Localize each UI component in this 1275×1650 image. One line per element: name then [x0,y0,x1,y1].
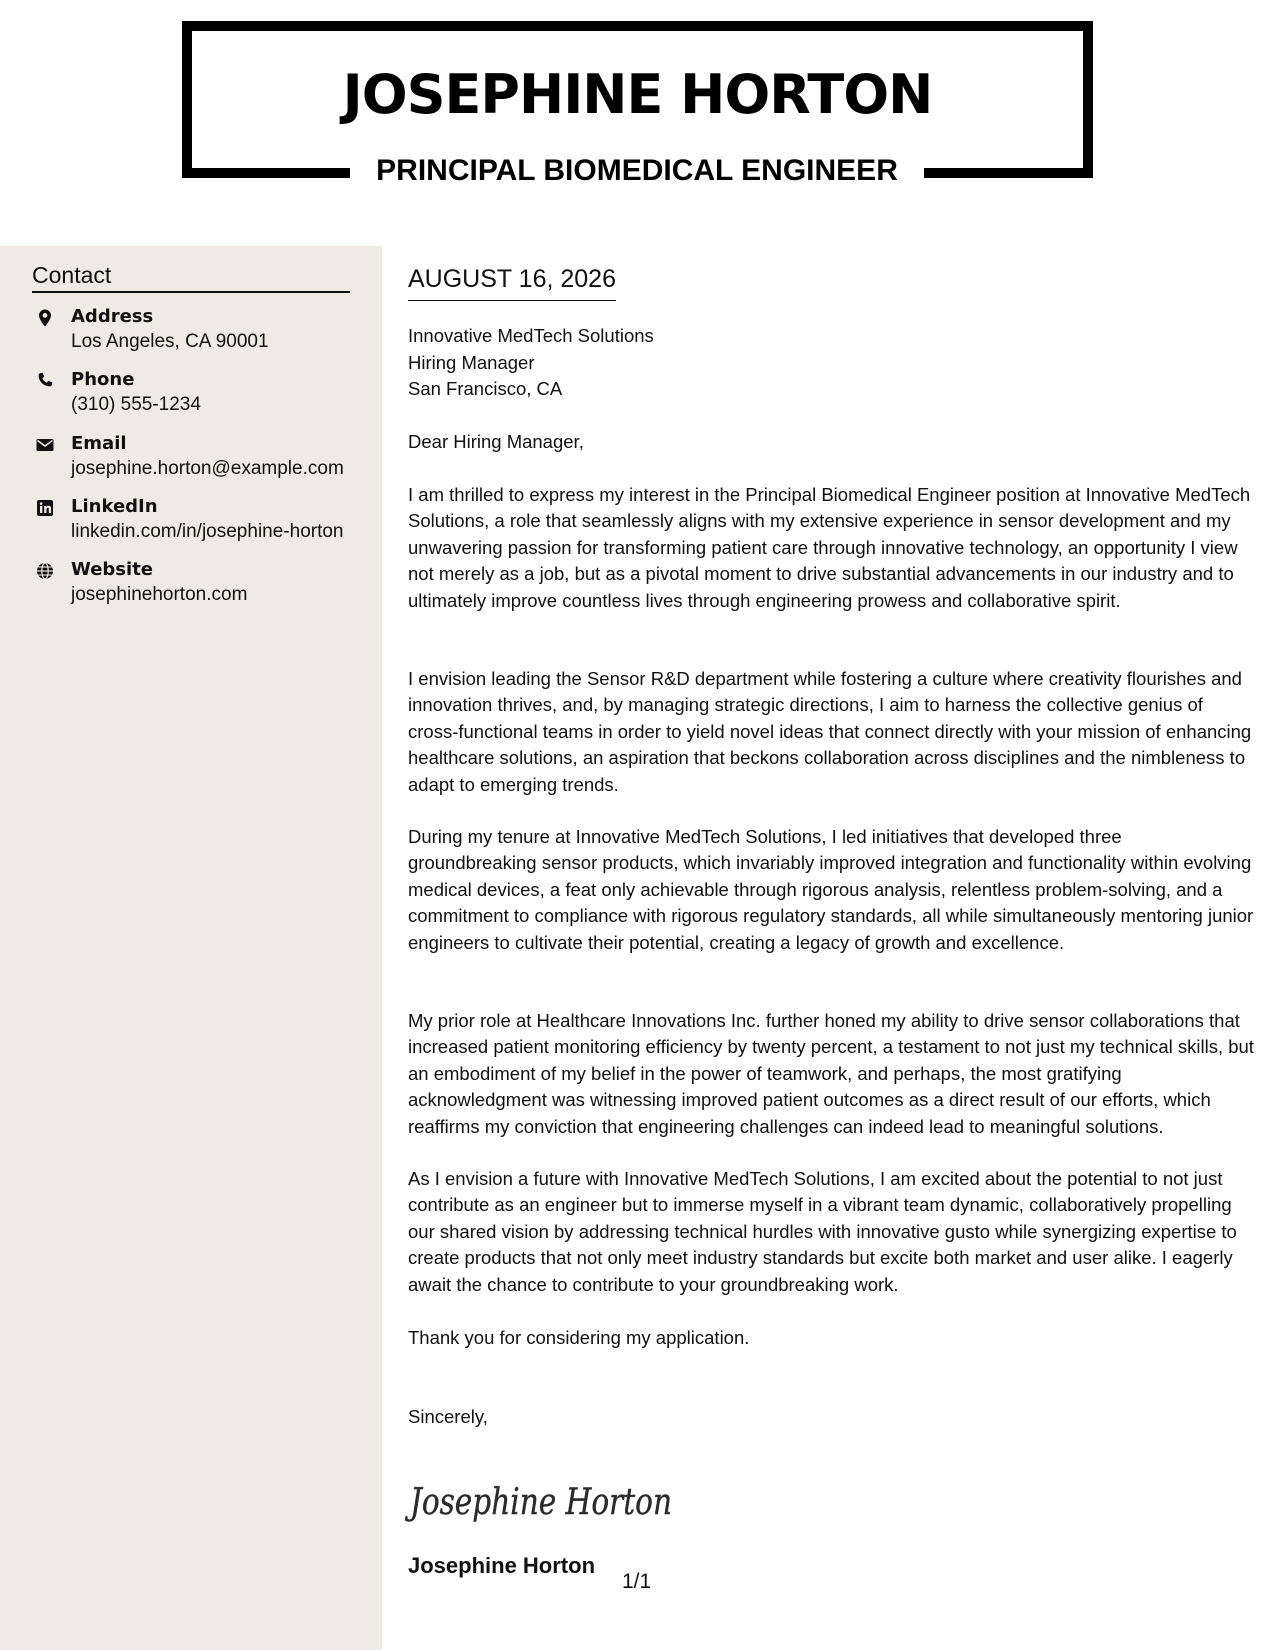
sign-off: Sincerely, [408,1406,488,1427]
recipient-title: Hiring Manager [408,351,535,373]
recipient-company: Innovative MedTech Solutions [408,325,654,346]
contact-label: Phone [71,369,135,391]
signer-name: Josephine Horton [408,1553,596,1578]
contact-label: LinkedIn [71,495,158,517]
job-title: PRINCIPAL BIOMEDICAL ENGINEER [376,154,898,187]
linkedin-value[interactable]: linkedin.com/in/josephine-horton [71,520,344,542]
letter-paragraph: I envision leading the Sensor R&D department while fostering a culture where creativity flourishes and innovation thrives, and, by managing strategic directions, I aim to harness the collective genius of cross-functional teams in order to yield novel ideas that connect directly with your mission of enhancing healthcare solutions, an aspiration that beckons collaboration across disciplines and the nimbleness to adapt to emerging trends. [408,668,1252,795]
letter-paragraph: My prior role at Healthcare Innovations Inc. further honed my ability to drive sensor collaborations that increased patient monitoring efficiency by twenty percent, a testament to not just my technical skills, but an embodiment of my belief in the power of teamwork, and perhaps, the most gratifying acknowledgment was witnessing improved patient outcomes as a direct result of our efforts, which reaffirms my conviction that engineering challenges can indeed lead to meaningful solutions. [408,1010,1254,1137]
letter-paragraph: I am thrilled to express my interest in the Principal Biomedical Engineer position at Innovative MedTech Solutions, a role that seamlessly aligns with my extensive experience in sensor development and my unwavering passion for transforming patient care through innovative technology, an opportunity I view not merely as a job, but as a pivotal moment to drive substantial advancements in our industry and to ultimately improve countless lives through engineering prowess and collaborative spirit. [408,484,1251,611]
website-value[interactable]: josephinehorton.com [71,584,248,606]
recipient-location: San Francisco, CA [408,378,563,399]
handwritten-signature [404,1466,678,1536]
page-number: 1/1 [622,1570,652,1593]
contact-sidebar [0,246,382,1650]
contact-label: Website [71,559,154,581]
closing-thanks: Thank you for considering my application. [408,1327,750,1348]
envelope-icon [35,435,55,455]
recipient-block [408,323,654,403]
email-value[interactable]: josephine.horton@example.com [71,457,344,479]
phone-value: (310) 555-1234 [71,394,201,416]
salutation: Dear Hiring Manager, [408,431,584,452]
letter-paragraph: During my tenure at Innovative MedTech Solutions, I led initiatives that developed three groundbreaking sensor products, which invariably improved integration and functionality within evolving medical devices, a feat only achievable through rigorous analysis, relentless problem-solving, and a commitment to compliance with rigorous regulatory standards, all while simultaneously mentoring junior engineers to cultivate their potential, creating a legacy of growth and excellence. [408,826,1254,953]
map-pin-icon [35,308,55,328]
header-frame-bottom-right [924,168,1093,178]
contact-label: Address [71,306,154,327]
contact-item-phone [32,367,377,430]
letter-date: AUGUST 16, 2026 [408,263,616,301]
contact-list [32,304,377,620]
globe-icon [35,561,55,581]
address-value: Los Angeles, CA 90001 [71,331,269,352]
linkedin-icon [35,498,55,518]
applicant-name: JOSEPHINE HORTON [342,63,933,126]
contact-label: Email [71,432,127,454]
signature-text: Josephine Horton [404,1482,672,1523]
contact-item-linkedin [32,494,377,557]
resume-header [0,0,1275,246]
contact-item-address [32,304,377,367]
contact-item-email [32,431,377,494]
phone-icon [35,371,55,391]
letter-paragraph: As I envision a future with Innovative MedTech Solutions, I am excited about the potential to not just contribute as an engineer but to immerse myself in a vibrant team dynamic, collaboratively propelling our shared vision by addressing technical hurdles with innovative gusto while synergizing expertise to create products that not only meet industry standards but excite both market and user alike. I eagerly await the chance to contribute to your groundbreaking work. [408,1168,1237,1295]
contact-heading: Contact [32,260,350,293]
contact-item-website [32,557,377,620]
header-frame-bottom-left [182,168,350,178]
